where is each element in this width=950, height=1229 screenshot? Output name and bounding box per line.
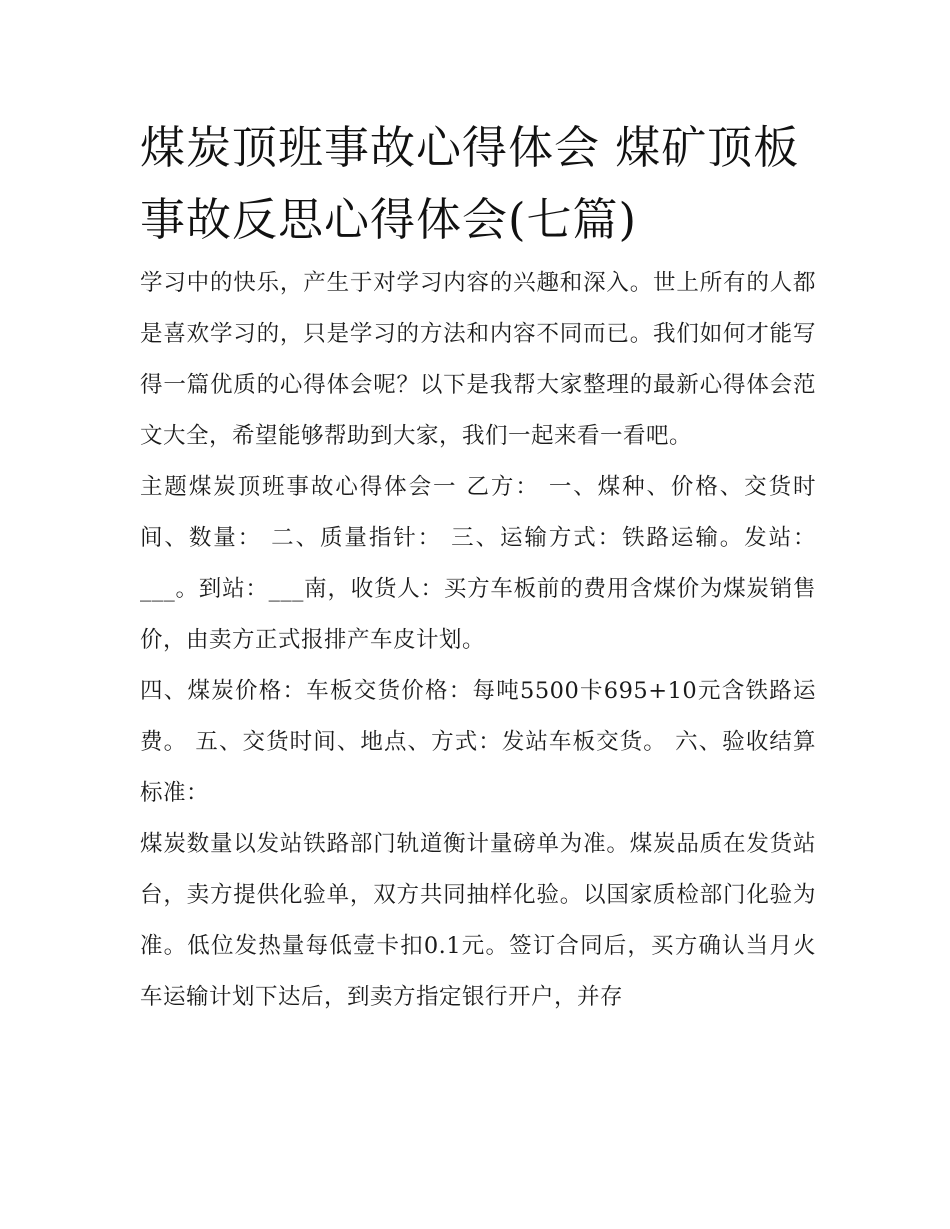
document-title: 煤炭顶班事故心得体会 煤矿顶板事故反思心得体会(七篇) (140, 121, 800, 246)
paragraph-intro: 学习中的快乐，产生于对学习内容的兴趣和深入。世上所有的人都是喜欢学习的，只是学习的方法和内容不同而已。我们如何才能写得一篇优质的心得体会呢？以下是我帮大家整理的最新心得体会范文大全，希望能够帮助到大家，我们一起来看一看吧。 (140, 270, 816, 449)
paragraph-terms: 主题煤炭顶班事故心得体会一 乙方： 一、煤种、价格、交货时间、数量： 二、质量指针： 三、运输方式：铁路运输。发站：___。到站：___南，收货人：买方车板前的费用含煤价为煤炭销售价，由卖方正式报排产车皮计划。 (140, 474, 816, 653)
document-page (140, 112, 816, 1023)
paragraph-settlement: 煤炭数量以发站铁路部门轨道衡计量磅单为准。煤炭品质在发货站台，卖方提供化验单，双方共同抽样化验。以国家质检部门化验为准。低位发热量每低壹卡扣0.1元。签订合同后，买方确认当月火车运输计划下达后，到卖方指定银行开户，并存 (140, 831, 816, 1010)
paragraph-price: 四、煤炭价格：车板交货价格：每吨5500卡695+10元含铁路运费。 五、交货时间、地点、方式：发站车板交货。 六、验收结算标准： (140, 678, 816, 806)
